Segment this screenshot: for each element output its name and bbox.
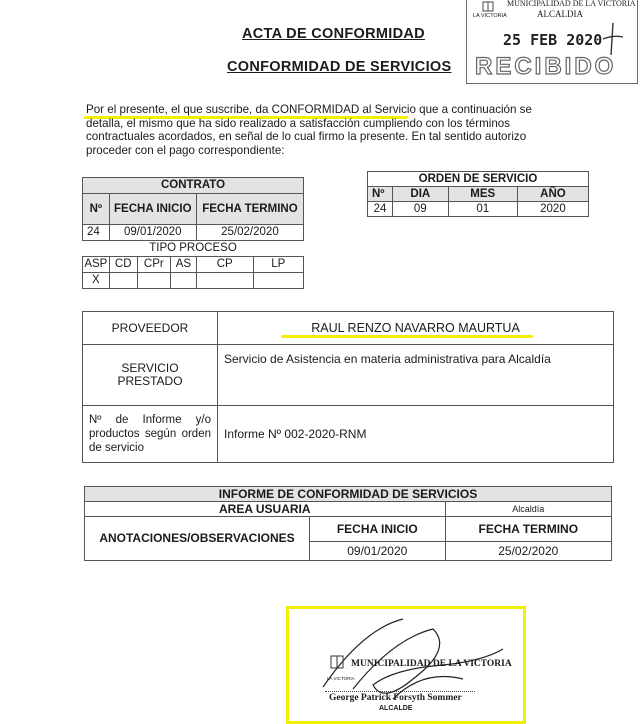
tipo-cd: CD [109, 257, 137, 273]
contrato-h-inicio: FECHA INICIO [109, 194, 196, 225]
document-title: ACTA DE CONFORMIDAD [242, 26, 425, 42]
orden-mes: 01 [448, 202, 517, 217]
stamp-logo: LA VICTORIA [475, 1, 501, 21]
contrato-h-termino: FECHA TERMINO [196, 194, 303, 225]
contrato-termino: 25/02/2020 [196, 225, 303, 241]
tipo-cp: CP [196, 257, 253, 273]
mark-asp: X [83, 273, 110, 289]
intro-paragraph: Por el presente, el que suscribe, da CONFORMIDAD al Servicio que a continuación se detalla, el mismo que ha sido realizado a satisfacción cumpliendo con los términos contractuales acordados, en señal de lo cual firmo la presente. En tal sentido autorizo proceder con el pago correspondiente: [86, 103, 532, 157]
proveedor-name-cell [218, 312, 614, 345]
contrato-h-num: Nº [83, 194, 110, 225]
stamp-org: MUNICIPALIDAD DE LA VICTORIA [507, 0, 636, 8]
informe-value: Informe Nº 002-2020-RNM [218, 406, 614, 463]
orden-h-anio: AÑO [517, 187, 588, 202]
signature-org: MUNICIPALIDAD DE LA VICTORIA [351, 659, 512, 669]
signatory-role: ALCALDE [379, 705, 413, 712]
area-label: AREA USUARIA [85, 502, 446, 517]
stamp-received: RECIBIDO [475, 53, 617, 80]
informe-label: Nº de Informe y/o productos según orden de servicio [83, 406, 218, 463]
orden-h-dia: DIA [393, 187, 449, 202]
orden-table [367, 171, 589, 217]
mark-as [170, 273, 196, 289]
orden-h-mes: MES [448, 187, 517, 202]
signature-line [325, 691, 475, 692]
mark-lp [253, 273, 303, 289]
signature-logo: LA VICTORIA [327, 655, 351, 683]
mark-cd [109, 273, 137, 289]
tipo-asp: ASP [83, 257, 110, 273]
informe-title: INFORME DE CONFORMIDAD DE SERVICIOS [85, 487, 612, 502]
proveedor-label: PROVEEDOR [83, 312, 218, 345]
contrato-table [82, 177, 304, 289]
contrato-inicio: 09/01/2020 [109, 225, 196, 241]
proveedor-highlight [281, 335, 533, 338]
orden-num: 24 [368, 202, 393, 217]
tipo-proceso-title: TIPO PROCESO [83, 241, 304, 257]
stamp-initials-mark [599, 21, 625, 57]
informe-h-inicio: FECHA INICIO [310, 517, 446, 542]
informe-inicio: 09/01/2020 [310, 542, 446, 561]
proveedor-table [82, 311, 614, 463]
signature-box [286, 606, 526, 724]
servicio-value: Servicio de Asistencia en materia administrativa para Alcaldía [218, 345, 614, 406]
area-value: Alcaldía [445, 502, 611, 517]
contrato-title: CONTRATO [83, 178, 304, 194]
mark-cpr [137, 273, 170, 289]
mark-cp [196, 273, 253, 289]
orden-h-num: Nº [368, 187, 393, 202]
orden-title: ORDEN DE SERVICIO [368, 172, 589, 187]
tipo-lp: LP [253, 257, 303, 273]
orden-anio: 2020 [517, 202, 588, 217]
tipo-as: AS [170, 257, 196, 273]
reception-stamp [466, 0, 638, 84]
informe-table [84, 486, 612, 561]
orden-dia: 09 [393, 202, 449, 217]
servicio-label: SERVICIO PRESTADO [83, 345, 218, 406]
proveedor-name: RAUL RENZO NAVARRO MAURTUA [311, 320, 520, 335]
stamp-dept: ALCALDIA [537, 9, 583, 19]
informe-termino: 25/02/2020 [445, 542, 611, 561]
document-subtitle: CONFORMIDAD DE SERVICIOS [227, 59, 452, 75]
obs-label: ANOTACIONES/OBSERVACIONES [85, 517, 310, 561]
signatory-name: George Patrick Forsyth Sommer [329, 693, 462, 703]
tipo-cpr: CPr [137, 257, 170, 273]
contrato-num: 24 [83, 225, 110, 241]
stamp-date: 25 FEB 2020 [503, 31, 603, 49]
informe-h-termino: FECHA TERMINO [445, 517, 611, 542]
